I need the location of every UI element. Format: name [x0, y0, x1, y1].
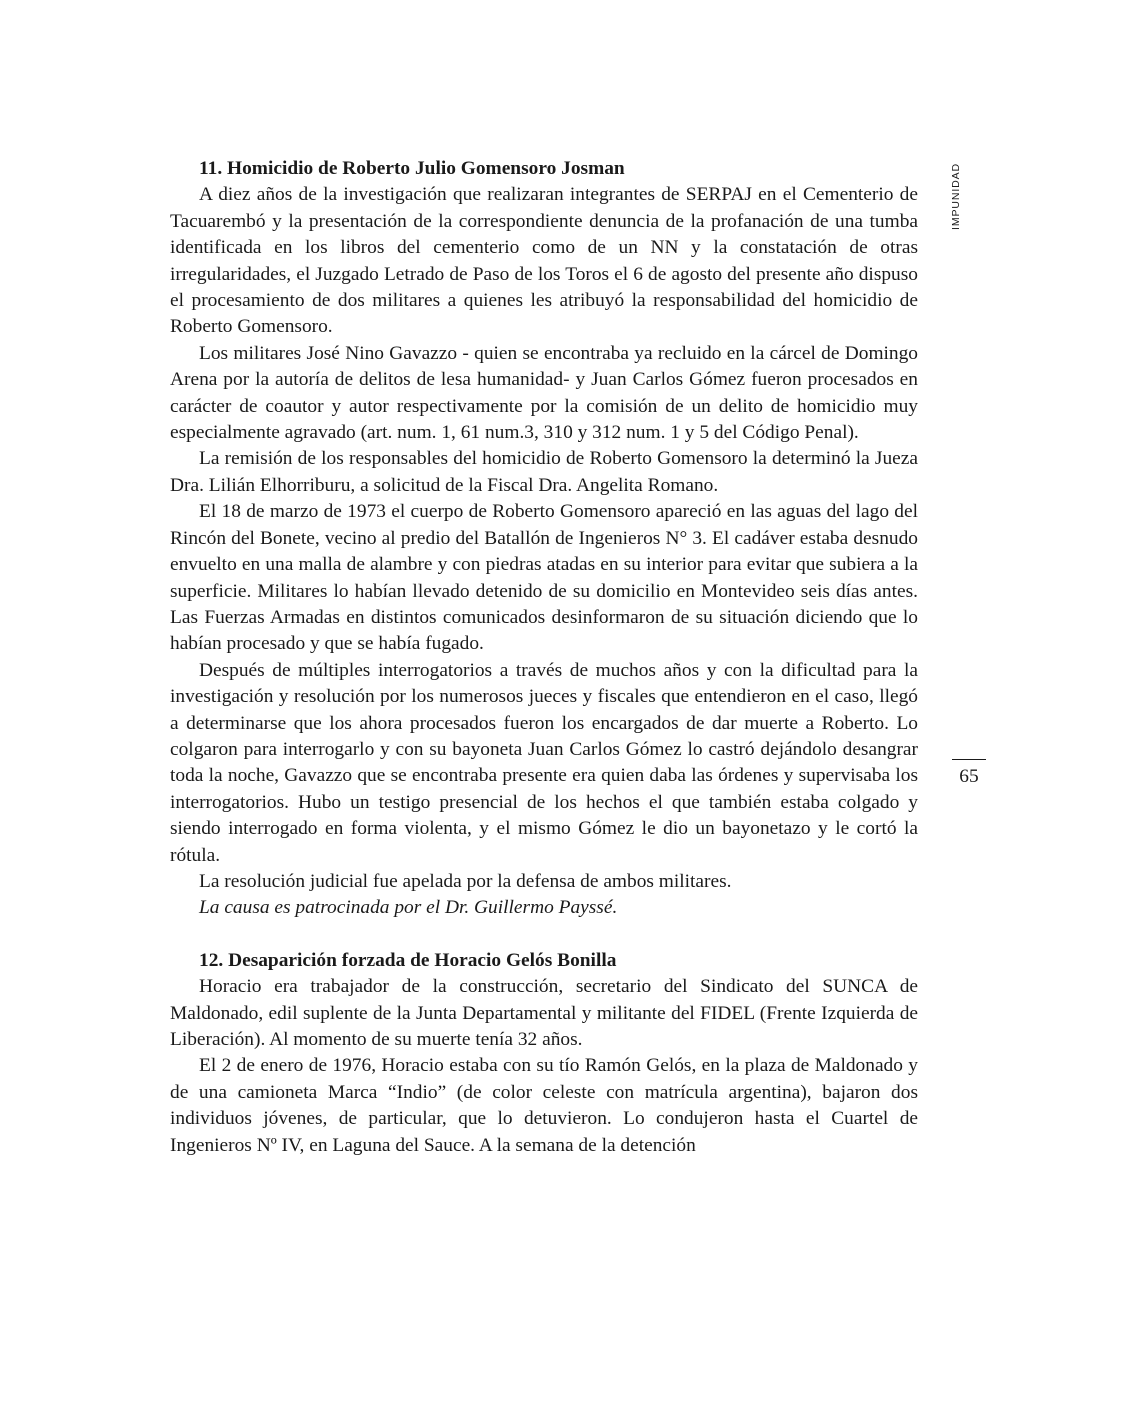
- section-spacer: [170, 922, 918, 948]
- paragraph: A diez años de la investigación que realizaran integrantes de SERPAJ en el Cementerio de Tacuarembó y la presentación de la correspondiente denuncia de la profanación de una tumba identificada en los libros del cementerio como de un NN y la constatación de otras irregularidades, el Juzgado Letrado de Paso de los Toros el 6 de agosto del presente año dispuso el procesamiento de dos militares a quienes les atribuyó la responsabilidad del homicidio de Roberto Gomensoro.: [170, 184, 918, 338]
- paragraph: Después de múltiples interrogatorios a través de muchos años y con la dificultad para la investigación y resolución por los numerosos jueces y fiscales que entendieron en el caso, llegó a determinarse que los ahora procesados fueron los encargados de dar muerte a Roberto. Lo colgaron para interrogarlo y con su bayoneta Juan Carlos Gómez lo castró dejándolo desangrar toda la noche, Gavazzo que se encontraba presente era quien daba las órdenes y supervisaba los interrogatorios. Hubo un testigo presencial de los hechos el que también estaba colgado y siendo interrogado en forma violenta, y el mismo Gómez le dio un bayonetazo y le cortó la rótula.: [170, 659, 918, 866]
- page-number-rule: [952, 759, 986, 760]
- section-heading-12: 12. Desaparición forzada de Horacio Gelós Bonilla: [199, 949, 617, 971]
- paragraph: El 2 de enero de 1976, Horacio estaba con su tío Ramón Gelós, en la plaza de Maldonado y de una camioneta Marca “Indio” (de color celeste con matrícula argentina), bajaron dos individuos jóvenes, de particular, que lo detuvieron. Lo condujeron hasta el Cuartel de Ingenieros Nº IV, en Laguna del Sauce. A la semana de la detención: [170, 1055, 918, 1156]
- paragraph: Horacio era trabajador de la construcción, secretario del Sindicato del SUNCA de Maldonado, edil suplente de la Junta Departamental y militante del FIDEL (Frente Izquierda de Liberación). Al momento de su muerte tenía 32 años.: [170, 976, 918, 1050]
- paragraph: La resolución judicial fue apelada por la defensa de ambos militares.: [199, 870, 732, 892]
- paragraph: El 18 de marzo de 1973 el cuerpo de Roberto Gomensoro apareció en las aguas del lago del Rincón del Bonete, vecino al predio del Batallón de Ingenieros N° 3. El cadáver estaba desnudo envuelto en una malla de alambre y con piedras atadas en su interior para evitar que subiera a la superficie. Militares lo habían llevado detenido de su domicilio en Montevideo seis días antes. Las Fuerzas Armadas en distintos comunicados desinformaron de su situación diciendo que lo habían procesado y que se había fugado.: [170, 501, 918, 655]
- section-heading-11: 11. Homicidio de Roberto Julio Gomensoro Josman: [199, 158, 625, 179]
- page-number: 65: [959, 766, 979, 787]
- paragraph: Los militares José Nino Gavazzo - quien se encontraba ya recluido en la cárcel de Domingo Arena por la autoría de delitos de lesa humanidad- y Juan Carlos Gómez fueron procesados en carácter de coautor y autor respectivamente por la comisión de un delito de homicidio muy especialmente agravado (art. num. 1, 61 num.3, 310 y 312 num. 1 y 5 del Código Penal).: [170, 342, 918, 444]
- paragraph: La remisión de los responsables del homicidio de Roberto Gomensoro la determinó la Jueza Dra. Lilián Elhorriburu, a solicitud de la Fiscal Dra. Angelita Romano.: [170, 448, 918, 496]
- running-header-label: IMPUNIDAD: [950, 162, 962, 230]
- sponsor-note: La causa es patrocinada por el Dr. Guillermo Payssé.: [199, 897, 618, 919]
- page-body: [170, 156, 918, 1159]
